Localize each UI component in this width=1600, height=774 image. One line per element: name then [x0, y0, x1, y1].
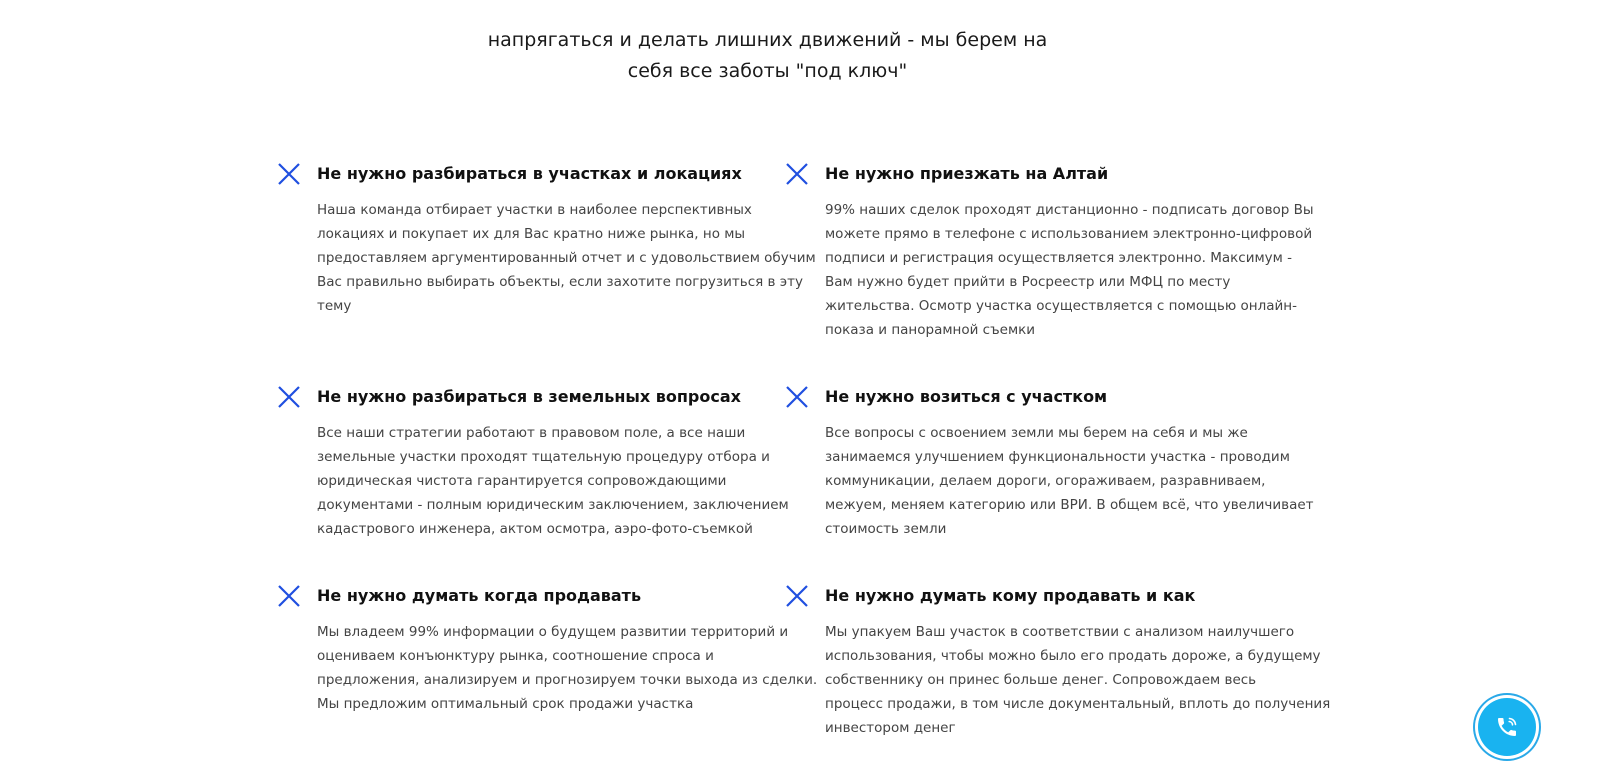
- feature-description: [825, 421, 1314, 541]
- feature-description-line: оцениваем конъюнктуру рынка, соотношение спроса и: [317, 648, 714, 664]
- feature-description-line: межуем, меняем категорию или ВРИ. В общем всё, что увеличивает: [825, 497, 1314, 513]
- feature-description-line: земельные участки проходят тщательную процедуру отбора и: [317, 449, 770, 465]
- feature-description-line: можете прямо в телефоне с использованием электронно-цифровой: [825, 226, 1313, 242]
- intro-line: себя все заботы "под ключ": [627, 60, 908, 82]
- feature-description-line: предоставляем аргументированный отчет и с удовольствием обучим: [317, 250, 816, 266]
- feature-description-line: локациях и покупает их для Вас кратно ниже рынка, но мы: [317, 226, 746, 242]
- feature-description-line: подписи и регистрация осуществляется электронно. Максимум -: [825, 250, 1292, 266]
- feature-description-line: кадастрового инженера, актом осмотра, аэро-фото-съемкой: [317, 521, 753, 537]
- feature-description-line: занимаемся улучшением функциональности участка - проводим: [825, 449, 1290, 465]
- feature-description: [825, 620, 1331, 740]
- feature-description-line: использования, чтобы можно было его продать дороже, а будущему: [825, 648, 1321, 664]
- cross-icon: [785, 162, 809, 186]
- feature-description-line: Наша команда отбирает участки в наиболее перспективных: [317, 202, 752, 218]
- feature-description-line: стоимость земли: [825, 521, 947, 537]
- feature-description-line: Вам нужно будет прийти в Росреестр или МФЦ по месту: [825, 274, 1231, 290]
- feature-description-line: Все наши стратегии работают в правовом поле, а все наши: [317, 425, 746, 441]
- feature-description-line: документами - полным юридическим заключением, заключением: [317, 497, 789, 513]
- feature-description-line: Мы владеем 99% информации о будущем развитии территорий и: [317, 624, 789, 640]
- feature-description-line: процесс продажи, в том числе документальный, вплоть до получения: [825, 696, 1331, 712]
- cross-icon: [785, 584, 809, 608]
- feature-title: Не нужно разбираться в земельных вопросах: [317, 387, 741, 406]
- feature-description-line: жительства. Осмотр участка осуществляется с помощью онлайн-: [825, 298, 1297, 314]
- feature-description-line: инвестором денег: [825, 720, 956, 736]
- feature-description-line: Мы упакуем Ваш участок в соответствии с анализом наилучшего: [825, 624, 1295, 640]
- feature-title: Не нужно возиться с участком: [825, 387, 1108, 406]
- feature-title: Не нужно думать кому продавать и как: [825, 586, 1196, 605]
- feature-description-line: предложения, анализируем и прогнозируем точки выхода из сделки.: [317, 672, 818, 688]
- feature-description-line: собственнику он принес больше денег. Сопровождаем весь: [825, 672, 1257, 688]
- feature-description-line: 99% наших сделок проходят дистанционно - подписать договор Вы: [825, 202, 1314, 218]
- cross-icon: [277, 385, 301, 409]
- phone-icon: [1495, 715, 1519, 739]
- feature-description: [317, 620, 818, 716]
- feature-description-line: Мы предложим оптимальный срок продажи участка: [317, 696, 694, 712]
- intro-line: напрягаться и делать лишних движений - мы берем на: [487, 29, 1048, 51]
- feature-description: [317, 198, 816, 318]
- intro-text: [0, 25, 1535, 87]
- feature-description-line: показа и панорамной съемки: [825, 322, 1036, 338]
- feature-title: Не нужно разбираться в участках и локациях: [317, 164, 742, 183]
- feature-description-line: Все вопросы с освоением земли мы берем на себя и мы же: [825, 425, 1248, 441]
- feature-description-line: тему: [317, 298, 352, 314]
- cross-icon: [277, 162, 301, 186]
- feature-title: Не нужно думать когда продавать: [317, 586, 642, 605]
- call-button[interactable]: [1478, 698, 1536, 756]
- feature-description: [825, 198, 1314, 342]
- cross-icon: [277, 584, 301, 608]
- feature-description-line: Вас правильно выбирать объекты, если захотите погрузиться в эту: [317, 274, 804, 290]
- feature-description: [317, 421, 789, 541]
- feature-title: Не нужно приезжать на Алтай: [825, 164, 1109, 183]
- feature-description-line: коммуникации, делаем дороги, огораживаем, разравниваем,: [825, 473, 1266, 489]
- feature-description-line: юридическая чистота гарантируется сопровождающими: [317, 473, 727, 489]
- cross-icon: [785, 385, 809, 409]
